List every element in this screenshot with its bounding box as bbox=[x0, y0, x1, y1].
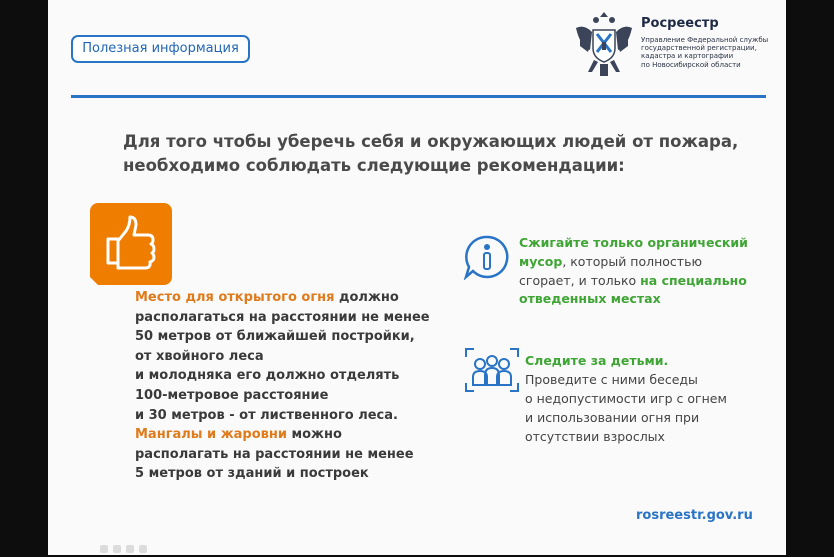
slide bbox=[48, 0, 786, 555]
fire-place-title: Место для открытого огня bbox=[135, 290, 335, 305]
page-heading: Для того чтобы уберечь себя и окружающих людей от пожара, необходимо соблюдать следующие рекомендации: bbox=[123, 132, 739, 175]
children-recommendation: Следите за детьми. Проведите с ними беседы о недопустимости игр с огнем и использовании огня при отсутствии взрослых bbox=[525, 353, 727, 444]
useful-info-tag: Полезная информация bbox=[71, 35, 250, 63]
children-icon bbox=[464, 347, 520, 393]
fire-recommendation: Место для открытого огня должно располагаться на расстоянии не менее 50 метров от ближайшей постройки, от хвойного леса и молодняка его должно отделять 100-метровое расстояние и 30 метров - от лиственного леса. Мангалы и жаровни можно располагать на расстоянии не менее 5 метров от зданий и построек bbox=[135, 290, 430, 482]
next-icon[interactable] bbox=[139, 545, 147, 553]
grill-title: Мангалы и жаровни bbox=[135, 427, 287, 443]
eagle-emblem-icon bbox=[572, 8, 636, 80]
burn-recommendation: Сжигайте только органический мусор, который полностью сгорает, и только на специально отведенных местах bbox=[519, 235, 748, 307]
info-icon bbox=[463, 234, 511, 280]
org-subtitle: Управление Федеральной службы государственной регистрации, кадастра и картографии по Новосибирской области bbox=[641, 36, 769, 69]
website-link[interactable]: rosreestr.gov.ru bbox=[636, 508, 753, 523]
divider bbox=[71, 95, 766, 98]
slide-toolbar bbox=[100, 538, 160, 550]
org-name: Росреестр bbox=[641, 16, 719, 31]
menu-icon[interactable] bbox=[126, 545, 134, 553]
pen-icon[interactable] bbox=[113, 545, 121, 553]
prev-icon[interactable] bbox=[100, 545, 108, 553]
thumbs-up-icon bbox=[90, 203, 172, 285]
